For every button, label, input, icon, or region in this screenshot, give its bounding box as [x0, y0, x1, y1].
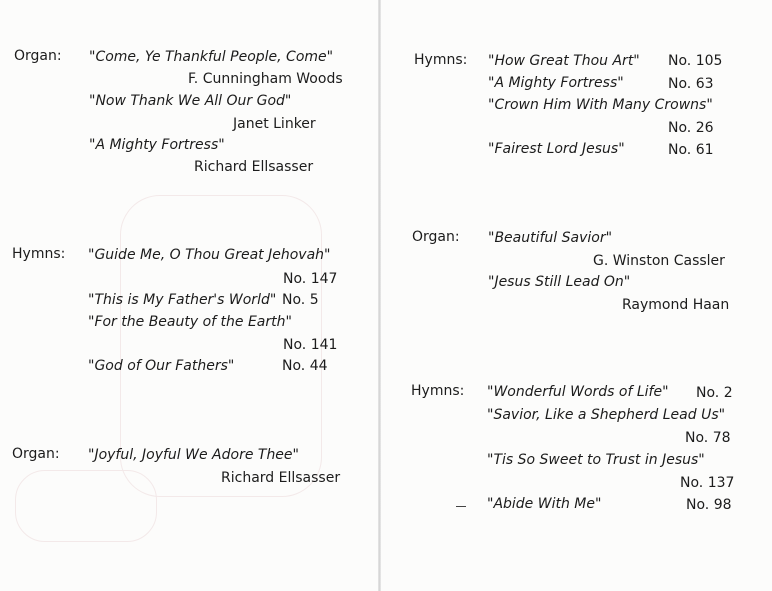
hymn-number: No. 78: [685, 430, 731, 446]
hymns-label: Hymns:: [12, 246, 66, 262]
hymn-title: "A Mighty Fortress": [488, 75, 624, 91]
organ-label: Organ:: [412, 229, 460, 245]
organ-piece-composer: G. Winston Cassler: [593, 253, 725, 269]
hymn-title: "Wonderful Words of Life": [487, 384, 669, 400]
hymn-number: No. 98: [686, 497, 732, 513]
hymn-number: No. 105: [668, 53, 723, 69]
organ-piece-composer: Janet Linker: [233, 116, 316, 132]
hymn-title: "Fairest Lord Jesus": [488, 141, 625, 157]
hymn-title: "Tis So Sweet to Trust in Jesus": [487, 452, 705, 468]
organ-piece-title: "A Mighty Fortress": [89, 137, 225, 153]
organ-piece-title: "Jesus Still Lead On": [488, 274, 631, 290]
hymns-label: Hymns:: [414, 52, 468, 68]
hymn-title: "Abide With Me": [487, 496, 602, 512]
hymn-title: "God of Our Fathers": [88, 358, 235, 374]
hymn-number: No. 141: [283, 337, 338, 353]
hymn-title: "How Great Thou Art": [488, 53, 640, 69]
organ-piece-composer: F. Cunningham Woods: [188, 71, 343, 87]
hymn-number: No. 44: [282, 358, 328, 374]
organ-piece-composer: Richard Ellsasser: [194, 159, 314, 175]
hymn-title: "Guide Me, O Thou Great Jehovah": [88, 247, 331, 263]
organ-piece-title: "Joyful, Joyful We Adore Thee": [88, 447, 299, 463]
bleed-through-ornament: [15, 470, 157, 542]
hymn-number: No. 137: [680, 475, 735, 491]
hymns-label: Hymns:: [411, 383, 465, 399]
organ-piece-composer: Richard Ellsasser: [221, 470, 341, 486]
hymn-title: "This is My Father's World": [88, 292, 277, 308]
hymn-number: No. 147: [283, 271, 338, 287]
hymn-title: "Savior, Like a Shepherd Lead Us": [487, 407, 726, 423]
hymn-title: "For the Beauty of the Earth": [88, 314, 292, 330]
hymn-title: "Crown Him With Many Crowns": [488, 97, 713, 113]
hymn-number: No. 61: [668, 142, 714, 158]
hymn-number: No. 5: [282, 292, 319, 308]
organ-piece-title: "Now Thank We All Our God": [89, 93, 292, 109]
hymn-number: No. 2: [696, 385, 733, 401]
hymn-number: No. 26: [668, 120, 714, 136]
organ-label: Organ:: [14, 48, 62, 64]
organ-piece-title: "Come, Ye Thankful People, Come": [89, 49, 334, 65]
organ-piece-title: "Beautiful Savior": [488, 230, 613, 246]
organ-piece-composer: Raymond Haan: [622, 297, 730, 313]
margin-dash: [456, 506, 466, 507]
organ-label: Organ:: [12, 446, 60, 462]
hymn-number: No. 63: [668, 76, 714, 92]
